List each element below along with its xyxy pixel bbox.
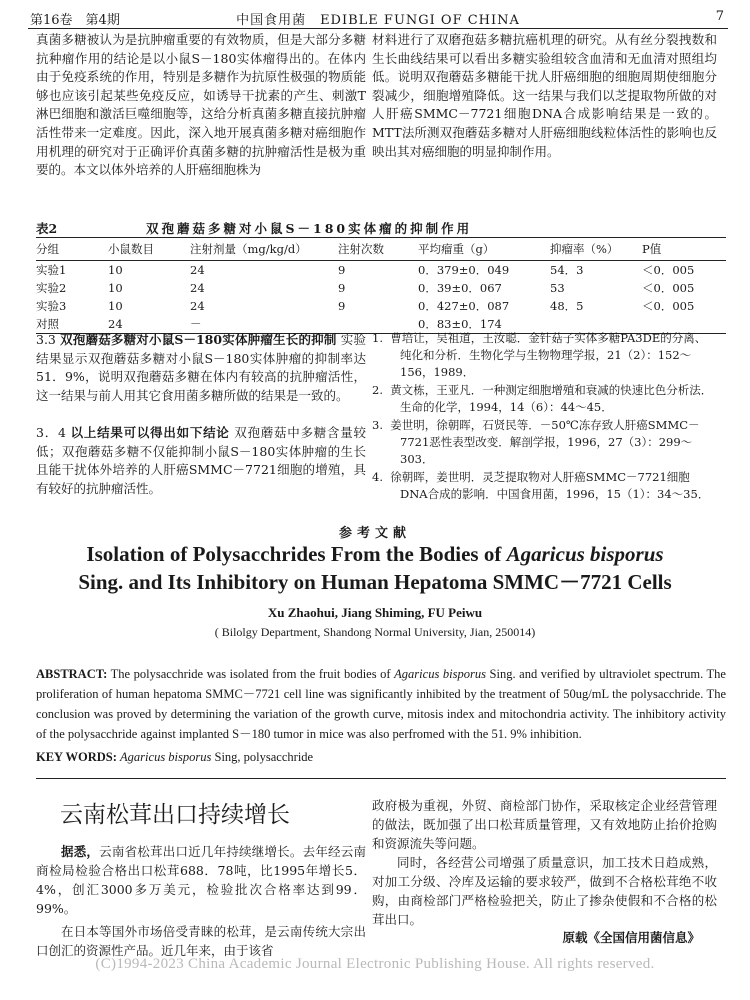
news-right-paragraph-2: 同时，各经营公司增强了质量意识，加工技术日趋成熟，对加工分级、冷库及运输的要求较严，做到不合格松茸绝不收购，由商检部门严格检验把关，防止了掺杂使假和不合格的松茸出口。 — [372, 855, 717, 927]
english-abstract: ABSTRACT: The polysacchride was isolated from the fruit bodies of Agaricus bisporus Sing. and verified by ultraviolet spectrum. The proliferation of human hepatoma SMMC－7721 cell line was significantly inhibited by the treatment of 50ug/mL the polysacchride. The conclusion was proved by determining the variation of the growth curve, mitosis index and mitochondria activity. The inhibitory activity of the polysacchride against implanted S－180 tumor in mice was also perfromed with the 51. 9% inhibition. — [36, 667, 726, 741]
table-cell: 24 — [108, 315, 190, 334]
table-cell: 48．5 — [550, 299, 584, 313]
table-cell: 54．3 — [550, 263, 584, 277]
keywords-label: KEY WORDS: — [36, 750, 117, 764]
table-title: 双孢蘑菇多糖对小鼠S－180实体瘤的抑制作用 — [146, 221, 473, 236]
section-3-3 — [36, 331, 366, 405]
journal-name: 中国食用菌 EDIBLE FUNGI OF CHINA — [236, 13, 520, 28]
table-row — [36, 261, 726, 280]
english-title-line-2: Sing. and Its Inhibitory on Human Hepatoma SMMC－7721 Cells — [78, 570, 672, 594]
news-left-paragraph-1: 据悉，云南省松茸出口近几年持续继增长。去年经云南商检局检验合格出口松茸688．78吨，比1995年增长5．4%，创汇3000多万美元，检验批次合格率达到99．99%。 — [36, 844, 366, 916]
table-cell: 10 — [108, 281, 123, 295]
table-cell: 0．379±0．049 — [418, 263, 510, 277]
species-name: Agaricus bisporus — [506, 542, 664, 566]
section-3-4 — [36, 424, 366, 498]
left-column-paragraph: 真菌多糖被认为是抗肿瘤重要的有效物质，但是大部分多糖抗种瘤作用的结论是以小鼠S－180实体瘤得出的。在体内由于免疫系统的作用，特别是多糖作为抗原性极强的物质能够也应该引起某些免疫反应，如诱导干扰素的产生、刺激T淋巴细胞和激活巨噬细胞等，这给分析真菌多糖直接抗肿瘤活性带来一定难度。因此，深入地开展真菌多糖对癌细胞作用机理的研究对于正确评价真菌多糖的抗肿瘤活性是极为重要的。本文以体外培养的人肝癌细胞株为 — [36, 32, 366, 178]
news-left-paragraph-2: 在日本等国外市场倍受青睐的松茸，是云南传统大宗出口创汇的资源性产品。近几年来，由于该省 — [36, 924, 366, 958]
table-cell: 9 — [338, 263, 346, 277]
volume-issue: 第16卷 第4期 — [30, 13, 120, 28]
copyright-footer: (C)1994-2023 China Academic Journal Electronic Publishing House. All rights reserved. — [95, 956, 655, 972]
table-cell: 0．83±0．174 — [418, 315, 550, 334]
page-number: 7 — [715, 9, 724, 24]
news-right-paragraph-1: 政府极为重视，外贸、商检部门协作，采取核定企业经营管理的做法，既加强了出口松茸质量管理，又有效地防止抬价抢购和资源流失等问题。 — [372, 798, 717, 851]
table-cell: 24 — [190, 263, 205, 277]
section-heading: 以上结果可以得出如下结论 — [70, 425, 230, 440]
table-cell: 9 — [338, 299, 346, 313]
table-cell: 24 — [190, 281, 205, 295]
table-cell: 10 — [108, 299, 123, 313]
table-cell: 实验2 — [36, 281, 67, 295]
page-header — [28, 6, 728, 29]
abstract-label: ABSTRACT: — [36, 667, 108, 681]
section-body: 双孢蘑菇中多糖含量较低；双孢蘑菇多糖不仅能抑制小鼠S－180实体肿瘤的生长且能干扰体外培养的人肝癌SMMC－7721细胞的增殖，具有较好的抗肿瘤活性。 — [36, 425, 366, 496]
reference-item: 1. 曹培让，吴祖道，王汝聪．金针菇子实体多糖PA3DE的分离、纯化和分析．生物化学与生物物理学报，21（2）：152～156，1989． — [372, 331, 707, 379]
table-cell: ＜0．005 — [642, 281, 695, 295]
section-number: 3.3 — [36, 332, 56, 347]
table-cell: 53 — [550, 281, 565, 295]
table-header-row — [36, 239, 726, 261]
table-cell: 实验3 — [36, 299, 67, 313]
table-header-cell: 注射剂量（mg/kg/d） — [190, 239, 338, 261]
table-cell: 9 — [338, 281, 346, 295]
table-cell: － — [190, 315, 338, 334]
news-source: 原载《全国信用菌信息》 — [562, 930, 700, 945]
table-cell: 10 — [108, 263, 123, 277]
right-column-paragraph: 材料进行了双磨孢菇多糖抗癌机理的研究。从有丝分裂拽数和生长曲线结果可以看出多糖实验组较含血清和无血清对照组均低。说明双孢蘑菇多糖能干扰人肝癌细胞的细胞周期使细胞分裂减少，细胞增殖降低。这一结果与我们以芝提取物所做的对人肝癌SMMC－7721细胞DNA合成影响结果是一致的。MTT法所测双孢蘑菇多糖对人肝癌细胞线粒体活性的影响也反映出其对癌细胞的明显抑制作用。 — [372, 32, 717, 159]
table-cell: 实验1 — [36, 263, 67, 277]
table-caption — [36, 217, 726, 238]
english-title-line-1: Isolation of Polysacchrides From the Bodies of Agaricus bisporus — [86, 542, 664, 566]
authors: Xu Zhaohui, Jiang Shiming, FU Peiwu — [267, 605, 483, 620]
tumor-inhibition-table — [36, 239, 726, 334]
table-header-cell: 平均瘤重（g） — [418, 239, 550, 261]
table-number: 表2 — [36, 221, 58, 236]
table-header-cell: 小鼠数目 — [108, 239, 190, 261]
table-cell: 对照 — [36, 315, 108, 334]
news-title: 云南松茸出口持续增长 — [60, 802, 290, 828]
table-cell: ＜0．005 — [642, 299, 695, 313]
table-cell: 0．427±0．087 — [418, 299, 510, 313]
table-cell: 24 — [190, 299, 205, 313]
section-heading: 双孢蘑菇多糖对小鼠S－180实体肿瘤生长的抑制 — [60, 332, 337, 347]
section-number: 3．4 — [36, 425, 66, 440]
table-header-cell: 抑瘤率（%） — [550, 239, 642, 261]
keywords: KEY WORDS: Agaricus bisporus Sing, polysacchride — [36, 750, 314, 764]
table-header-cell: 注射次数 — [338, 239, 418, 261]
divider — [36, 778, 726, 779]
table-cell: ＜0．005 — [642, 263, 695, 277]
reference-item: 2. 黄文栋，王亚凡．一种测定细胞增殖和衰减的快速比色分析法．生命的化学，1994，14（6）：44～45． — [372, 383, 713, 414]
table-row — [36, 297, 726, 315]
table-header-cell: 分组 — [36, 239, 108, 261]
affiliation: ( Bilolgy Department, Shandong Normal University, Jian, 250014) — [214, 625, 536, 639]
section-body: 实验结果显示双孢蘑菇多糖对小鼠S－180实体肿瘤的抑制率达51．9%，说明双孢蘑菇多糖在体内有较高的抗肿瘤活性，这一结果与前人用其它食用菌多糖所做的结果是一致的。 — [36, 332, 366, 403]
table-row — [36, 279, 726, 297]
references-heading: 参考文献 — [338, 526, 411, 541]
reference-item: 3. 姜世明，徐朝晖，石贤民等．－50℃冻存致人肝癌SMMC－7721恶性表型改变．解剖学报，1996，27（3）：299～303． — [372, 418, 700, 466]
reference-item: 4. 徐朝晖，姜世明．灵芝提取物对人肝癌SMMC－7721细胞DNA合成的影响．中国食用菌，1996，15（1）：34～35． — [372, 470, 710, 501]
reference-list — [372, 330, 717, 504]
table-cell: 0．39±0．067 — [418, 281, 502, 295]
table-header-cell: P值 — [642, 239, 726, 261]
